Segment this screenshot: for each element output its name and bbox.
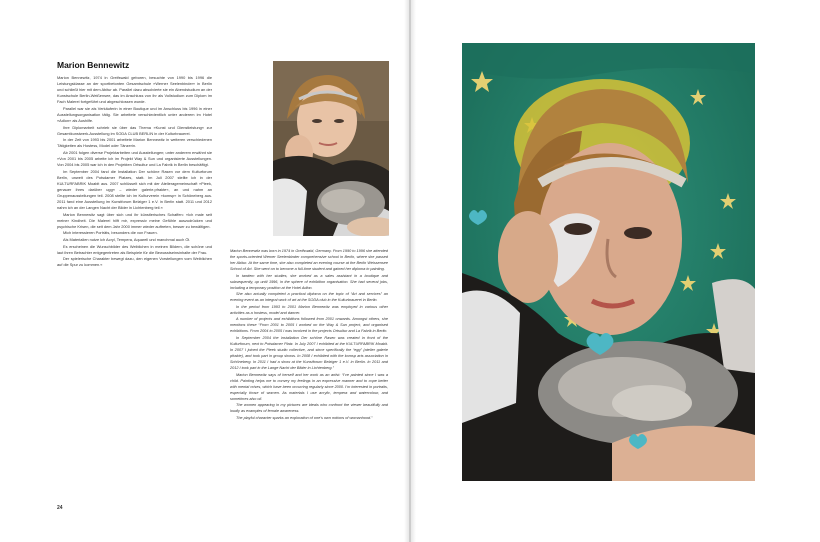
left-page [0, 0, 409, 542]
english-paragraph: Marion Bennewitz says of herself and her work as an artist: “I’ve painted since I was a child. Painting helps me to convey my feelings in an expressive manner and to cope better with mental crises, which have been occurring regularly since 2000. I’m interested in portraits, especially those of women. As materials I use acrylic, tempera and watercolour, and sometimes also oil. [230, 372, 388, 401]
book-gutter [404, 0, 416, 542]
german-paragraph: Marion Bennewitz sagt über sich und ihr künstlerisches Schaffen: »Ich male seit meiner Kindheit. Die Malerei hilft mir, expressiv meine Gefühle auszudrücken und psychische Krisen, die seit dem Jahr 2000 immer wieder auftreten, besser zu bewältigen. [57, 211, 212, 229]
english-text-column [230, 248, 388, 492]
german-paragraph: Der spielerische Charakter bewegt dazu, den eigenen Vorstellungen vom Weiblichen auf die Spur zu kommen.« [57, 256, 212, 268]
german-paragraph: Ihre Diplomarbeit schrieb sie über das Thema »Kunst und Dienstleistung« zur Gesamtkunstwerk-Ausstellung im SODA CLUB BERLIN in der Kulturbrauerei. [57, 124, 212, 136]
english-paragraph: A number of projects and exhibitions followed from 2001 onwards. Amongst others, she mentions these “From 2001 to 2005 I worked on the Way & Sun project, and organised exhibitions. From 2004 to 2005 I was involved in the projects Ortsultur and La Fabrik in Berlin. [230, 317, 388, 334]
german-paragraph: Marion Bennewitz, 1974 in Greifswald geboren, besuchte von 1990 bis 1996 die Leistungsklasse an der sportbetonten Gesamtschule »Werner Seelenbinder« in Berlin und schließt hier mit dem Abitur ab. Parallel dazu absolvierte sie ein Abendstudium an der Kunstschule Berlin-Weißensee, das im Anschluss von ihr als Vollstudium zum Diplom im Fach Malerei fortgeführt und abgeschlossen wurde. [57, 75, 212, 105]
english-paragraph: She also actually completed a practical diploma on the topic of “Art and services” an evening event as an integral work of art at the SODA club in the Kulturbrauerei in Berlin. [230, 292, 388, 303]
german-paragraph: Parallel war sie als Verkäuferin in einer Boutique und im Anschluss bis 1996 in einer Ausstellungsorganisation tätig. Sie arbeitete verschiedentlich unter anderem im Hotel »Adlon« als Aushilfe. [57, 105, 212, 123]
page-number: 24 [57, 505, 63, 511]
artist-portrait-photo [273, 61, 389, 236]
german-paragraph: In der Zeit von 1993 bis 2001 arbeitete Marion Bennewitz in weiteren verschiedenen Tätigkeiten als Hostess, Model oder Tänzerin. [57, 137, 212, 149]
german-paragraph: Ab 2001 folgen diverse Projektarbeiten und Ausstellungen; unter anderem erwähnt sie »Von 2001 bis 2005 arbeite ich im Projekt Way & Sun und organisierte Ausstellungen. Von 2004 bis 2005 war ich in den Projekten Ortsultur und La Fabrik in Berlin beschäftigt. [57, 149, 212, 168]
german-text-column [57, 75, 212, 375]
english-paragraph: Marion Bennewitz was born in 1974 in Greifswald, Germany. From 1990 to 1996 she attended the sports-oriented Werner Seelenbinder comprehensive school in Berlin, where she passed her Abitur. At the same time, she also completed an evening course at the Berlin Weissensee School of Art. She went on to become a full-time student and gained her diploma in painting. [230, 249, 388, 271]
english-paragraph: In September 2004 the installation Der schöne Rasen was created in front of the Kulturforum, next to Potsdamer Platz. In July 2007 I exhibited at the KULTURFABRIK Moabit. In 2007 I joined the Pieek studio collective, and since specifically the “egg” (atelier galerie pfrakte), and took part in group shows. In 2008 I exhibited with the komsp arts association in Schöneberg. In 2011 I had a show at the Kunstforum Belziger 1 e.V. in Berlin. In 2011 and 2012 I took part in the Lange Nacht der Bilder in Lichtenberg.” [230, 335, 388, 370]
english-paragraph: In tandem with her studies, she worked as a sales assistant in a boutique and subsequently, up until 1996, in the sphere of exhibition organisation. She had several jobs, including a temporary position at the Hotel Adlon. [230, 273, 388, 290]
german-paragraph: Mich interessieren Porträts, besonders die von Frauen. [63, 230, 158, 236]
english-paragraph: In the period from 1993 to 2001 Marion Bennewitz was employed in various other activities as a hostess, model and dancer. [230, 304, 388, 315]
painting-portrait [462, 43, 755, 481]
german-paragraph: Als Materialien nutze ich Acryl, Tempera, Aquarell und manchmal auch Öl. [63, 236, 191, 242]
german-paragraph: Im September 2004 fand die Installation Der schöne Rasen vor dem Kulturforum Berlin, unweit des Potsdamer Platzes, statt. Im Juli 2007 stellte ich in der KULTURFABRIK Moabit aus. 2007 schlüsselt sich mit der Atelieragemeinschaft »Pieek, genauer ihres darüber ugg« – wieder galerie.pfrakte«, an und nahm an Gruppenausstellungen teil. 2008 stellte ich im Kulturverein »komsp« in Schöneberg aus. 2011 fand eine Ausstellung im Kunstforum Belziger 1 e.V. in Berlin statt. 2011 und 2012 nahm ich an der Langen Nacht der Bilder in Lichtenberg teil.« [57, 168, 212, 210]
english-paragraph: The playful character sparks an exploration of one’s own notions of womanhood.” [236, 415, 373, 420]
article-title: Marion Bennewitz [57, 60, 130, 70]
german-paragraph: Es erscheinen die Wunschbilder des Weiblichen in meinen Bildern, die schöne und laut ihren Betrachter entgegentreten als Beispiele für die Bewusstseinsinhalte der Frau. [57, 243, 212, 255]
english-paragraph: The women appearing in my pictures are ideals who confront the viewer beautifully and loudly as examples of female awareness. [230, 403, 388, 414]
